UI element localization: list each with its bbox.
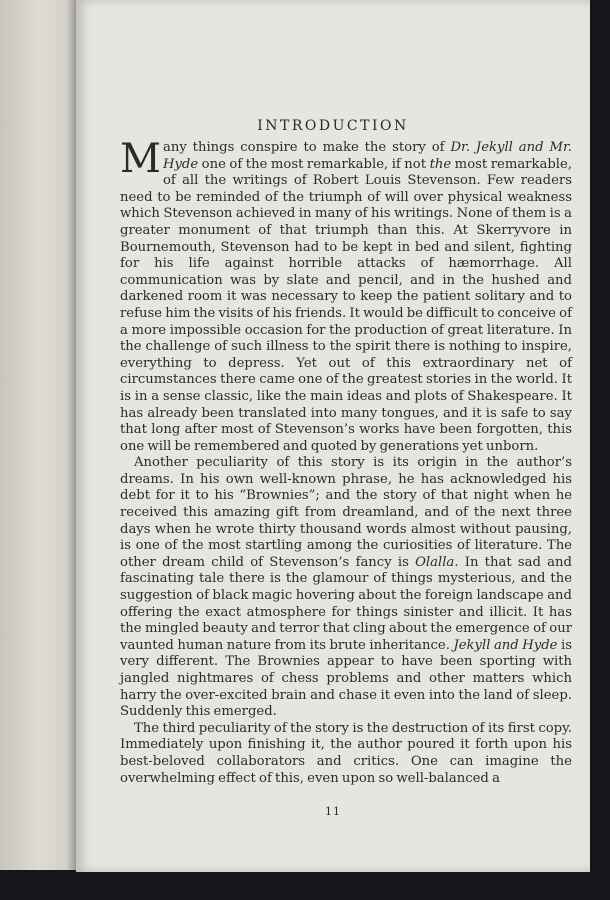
body-text: [120, 136, 572, 787]
paragraph-1-text: any things conspire to make the story of Dr. Jekyll and Mr. Hyde one of the most remarkable, if not the most remarkable, of all the writings of Robert Louis Stevenson. Few readers need to be reminded of the triumph of will over physical weakness which Stevenson achieved in many of his writings. None of them is a greater monument of that triumph than this. At Skerryvore in Bournemouth, Stevenson had to be kept in bed and silent, fighting for his life against horrible attacks of hæmorrhage. All communication was by slate and pencil, and in the hushed and darkened room it was necessary to keep the patient solitary and to refuse him the visits of his friends. It would be difficult to conceive of a more impossible occasion for the production of great literature. In the challenge of such illness to the spirit there is nothing to inspire, everything to depress. Yet out of this extraordinary net of circumstances there came one of the greatest stories in the world. It is in a sense classic, like the main ideas and plots of Shakespeare. It has already been translated into many tongues, and it is safe to say that long after most of Stevenson’s works have been forgotten, this one will be remembered and quoted by generations yet unborn.: [120, 140, 572, 454]
chapter-heading: INTRODUCTION: [257, 118, 409, 134]
paragraph-3: The third peculiarity of the story is the destruction of its first copy. Immediately upon finishing it, the author poured it forth upon his best-beloved collaborators and critics. One can imagine the overwhelming effect of this, even upon so well-balanced a: [120, 720, 572, 786]
page-number: 11: [325, 805, 341, 818]
drop-cap: M: [120, 136, 161, 182]
book-page: [76, 0, 590, 872]
paragraph-1: [120, 136, 572, 455]
paragraph-2: Another peculiarity of this story is its origin in the author’s dreams. In his own well-known phrase, he has acknowledged his debt for it to his “Brownies”; and the story of that night when he received this amazing gift from dreamland, and of the next three days when he wrote thirty thousand words almost without pausing, is one of the most startling among the curiosities of literature. The other dream child of Stevenson’s fancy is Olalla. In that sad and fascinating tale there is the glamour of things mysterious, and the suggestion of black magic hovering about the foreign landscape and offering the exact atmosphere for things sinister and illicit. It has the mingled beauty and terror that cling about the emergence of our vaunted human nature from its brute inheritance. Jekyll and Hyde is very different. The Brownies appear to have been sporting with jangled nightmares of chess problems and other matters which harry the over-excited brain and chase it even into the land of sleep. Suddenly this emerged.: [120, 455, 572, 720]
